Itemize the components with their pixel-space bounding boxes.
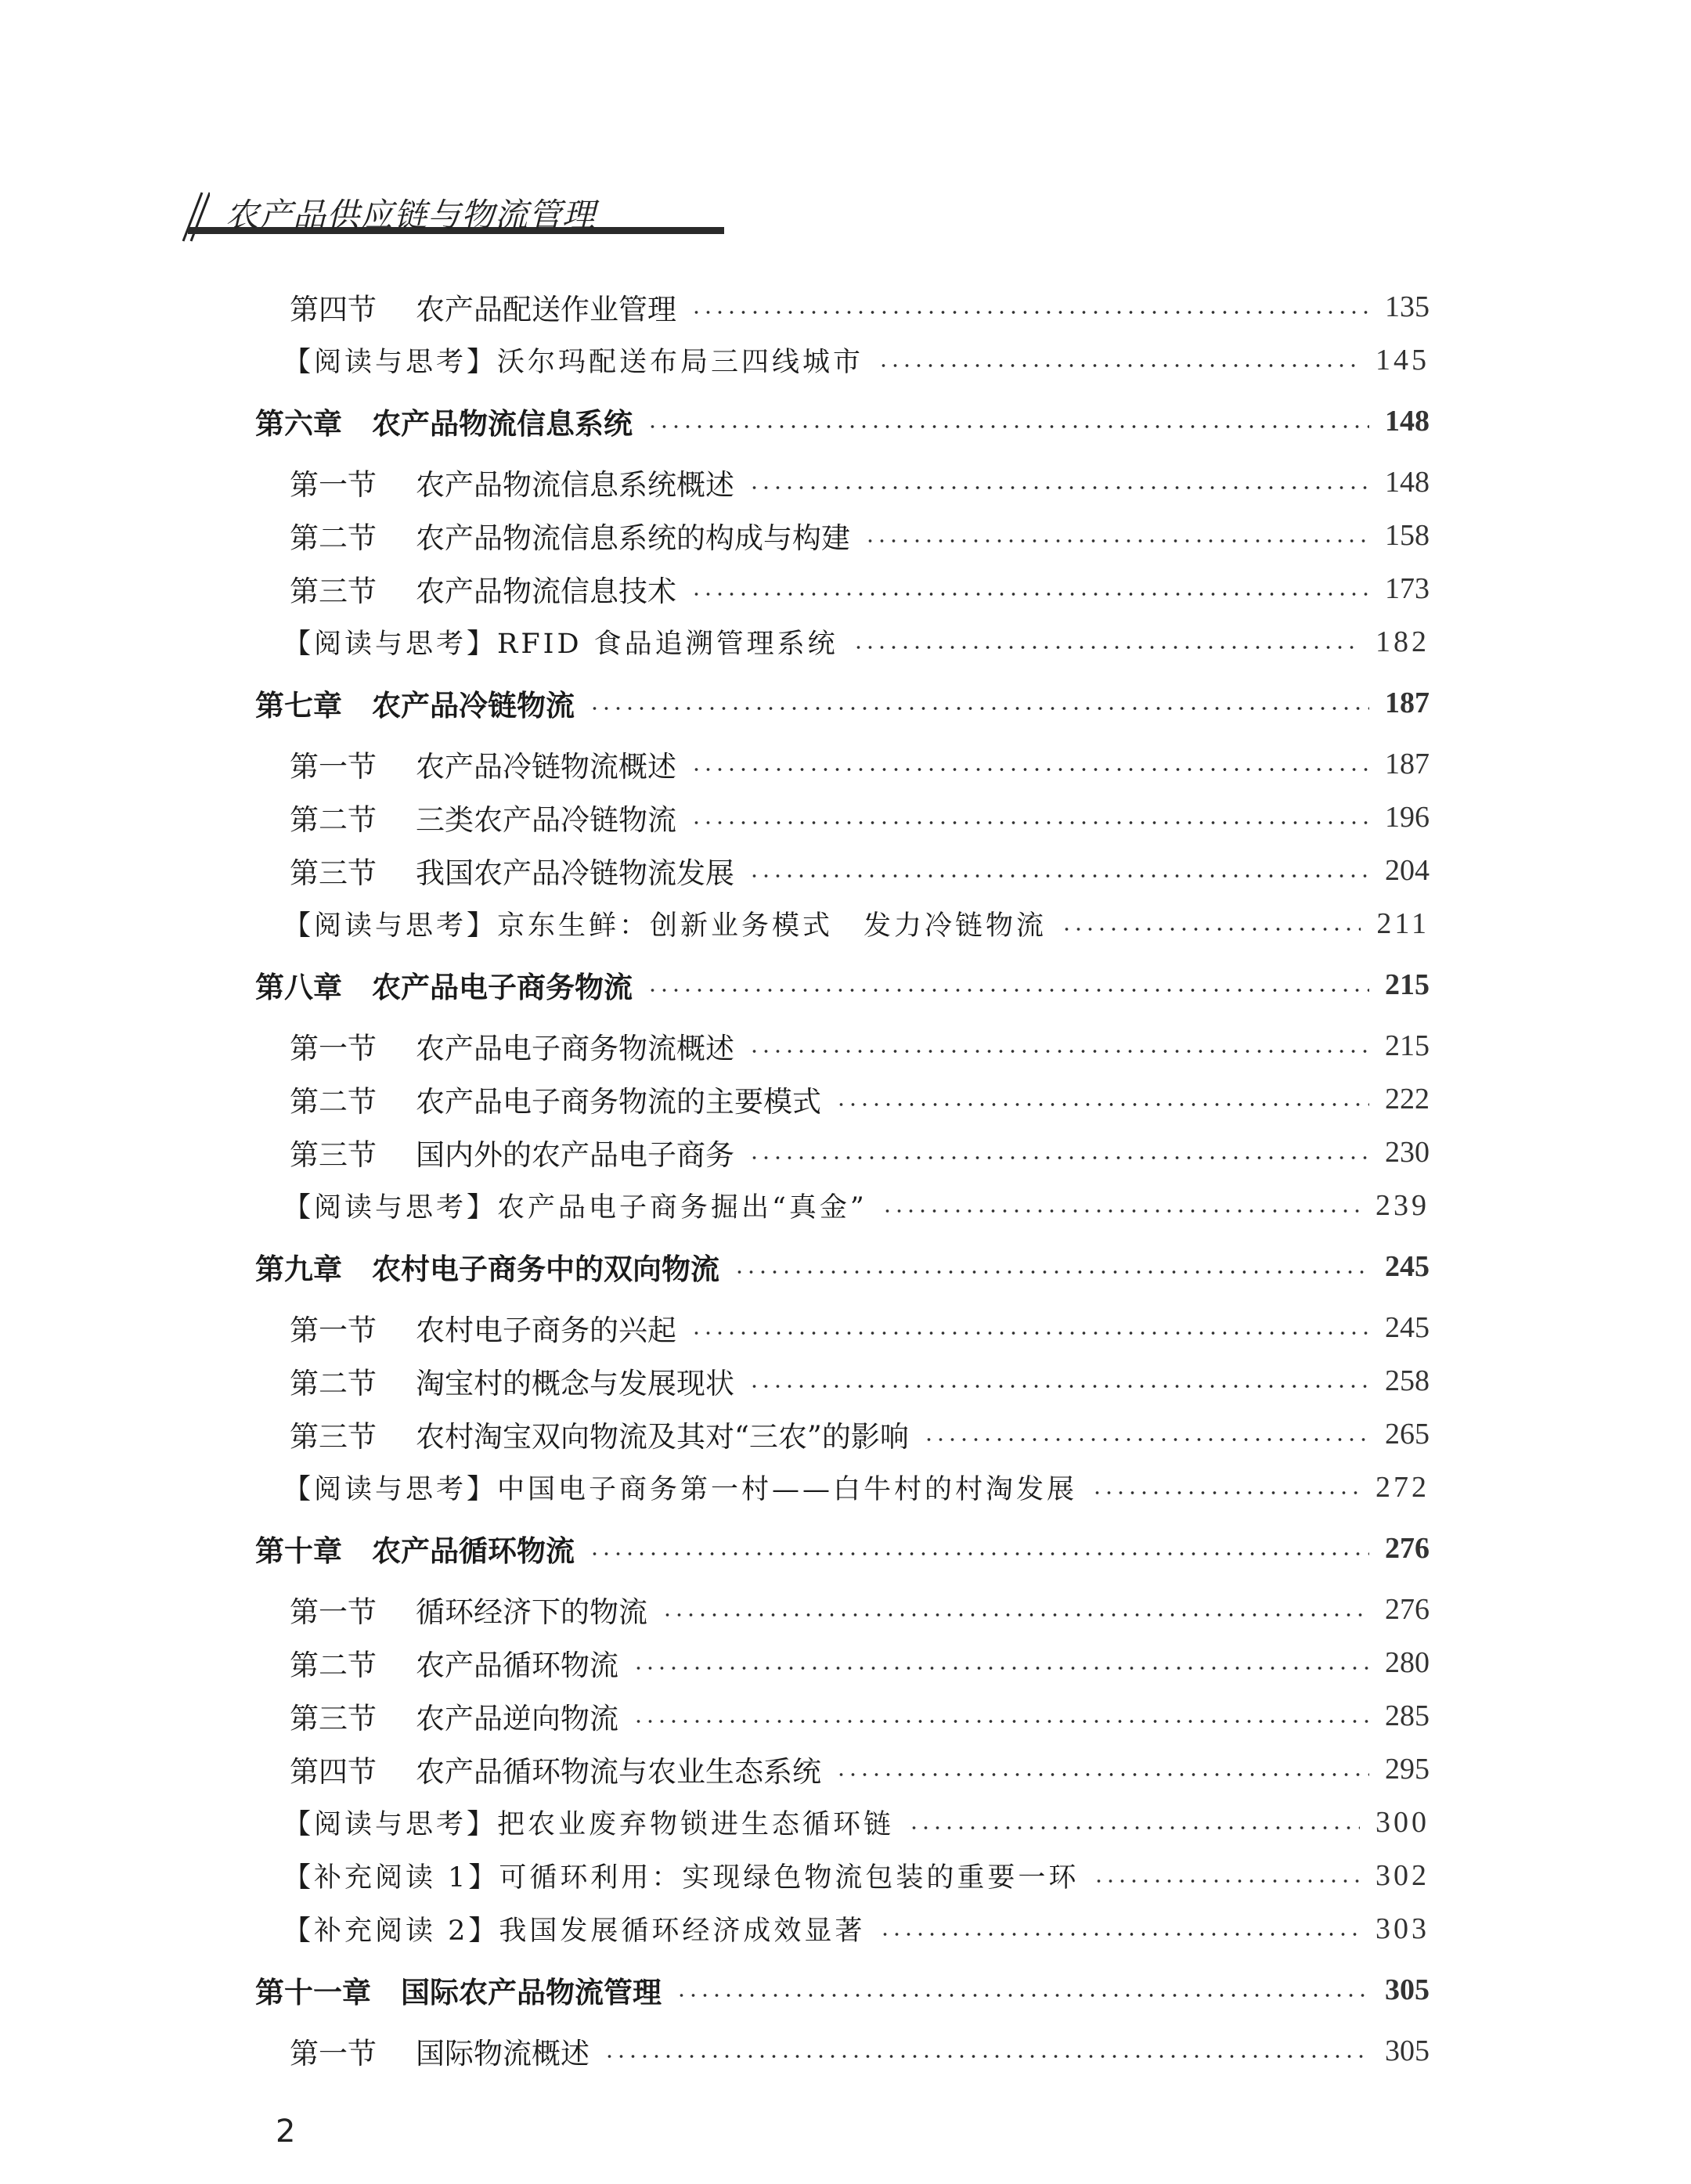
toc-section-entry[interactable] [290, 1411, 1430, 1458]
dot-leader [748, 486, 1369, 489]
page-number: 239 [1376, 1189, 1430, 1222]
section-number: 第一节 [290, 1032, 377, 1065]
toc-chapter-entry[interactable] [255, 1525, 1430, 1572]
page-number: 305 [1385, 2034, 1430, 2067]
toc-section-entry[interactable] [290, 1076, 1430, 1123]
section-number: 第二节 [290, 803, 377, 837]
page-folio: 2 [276, 2114, 296, 2150]
dot-leader [633, 1667, 1369, 1670]
dot-leader [734, 1270, 1369, 1274]
chapter-title: 国际农产品物流管理 [401, 1976, 662, 2009]
toc-section-entry[interactable] [290, 283, 1430, 330]
dot-leader [864, 539, 1369, 542]
toc-section-entry[interactable] [290, 459, 1430, 506]
toc-section-entry[interactable] [290, 1692, 1430, 1739]
dot-leader [1091, 1491, 1360, 1494]
dot-leader [604, 2055, 1369, 2058]
toc-chapter-entry[interactable] [255, 1966, 1430, 2013]
section-number: 第四节 [290, 293, 377, 326]
dot-leader [690, 1332, 1369, 1335]
toc-section-entry[interactable] [290, 1639, 1430, 1686]
dot-leader [908, 1826, 1360, 1829]
book-title: 农产品供应链与物流管理 [225, 196, 597, 234]
section-title: 农村电子商务的兴起 [416, 1314, 676, 1347]
toc-reading-entry[interactable] [283, 618, 1430, 665]
chapter-number: 第七章 [255, 689, 342, 723]
toc-reading-entry[interactable] [283, 1852, 1430, 1899]
dot-leader [748, 874, 1369, 878]
dot-leader [1093, 1879, 1360, 1883]
section-number: 第三节 [290, 1138, 377, 1172]
page-number: 135 [1385, 290, 1430, 323]
chapter-number: 第九章 [255, 1252, 342, 1286]
section-number: 第一节 [290, 750, 377, 784]
page-number: 280 [1385, 1646, 1430, 1679]
chapter-title: 农产品物流信息系统 [372, 407, 633, 441]
toc-reading-entry[interactable] [283, 337, 1430, 384]
page-number: 222 [1385, 1083, 1430, 1115]
dot-leader [647, 989, 1369, 992]
toc-chapter-entry[interactable] [255, 679, 1430, 726]
page-number: 305 [1385, 1973, 1430, 2006]
section-title: 农产品循环物流与农业生态系统 [416, 1755, 821, 1789]
toc-section-entry[interactable] [290, 1586, 1430, 1633]
page-number: 173 [1385, 572, 1430, 605]
section-title: 农产品电子商务物流概述 [416, 1032, 734, 1065]
section-title: 淘宝村的概念与发展现状 [416, 1367, 734, 1400]
toc-reading-entry[interactable] [283, 1464, 1430, 1511]
section-number: 第三节 [290, 1702, 377, 1735]
chapter-title: 农产品电子商务物流 [372, 971, 633, 1004]
section-number: 第二节 [290, 521, 377, 555]
section-title: 农产品冷链物流概述 [416, 750, 676, 784]
section-number: 第四节 [290, 1755, 377, 1789]
page-number: 148 [1385, 466, 1430, 499]
chapter-number: 第十一章 [255, 1976, 371, 2009]
page-number: 272 [1376, 1471, 1430, 1504]
section-number: 第一节 [290, 1314, 377, 1347]
section-title: 国内外的农产品电子商务 [416, 1138, 734, 1172]
page-number: 300 [1376, 1806, 1430, 1839]
dot-leader [589, 1552, 1369, 1555]
section-number: 第三节 [290, 575, 377, 608]
section-title: 农产品配送作业管理 [416, 293, 676, 326]
dot-leader [633, 1720, 1369, 1723]
reading-title: 【补充阅读 2】我国发展循环经济成效显著 [283, 1916, 866, 1947]
dot-leader [676, 1994, 1369, 1997]
dot-leader [835, 1773, 1369, 1776]
toc-reading-entry[interactable] [283, 1182, 1430, 1229]
section-title: 农产品电子商务物流的主要模式 [416, 1085, 821, 1119]
section-title: 农村淘宝双向物流及其对“三农”的影响 [416, 1420, 909, 1454]
page-number: 303 [1376, 1912, 1430, 1945]
reading-title: 【阅读与思考】农产品电子商务掘出“真金” [283, 1192, 867, 1224]
page-number: 148 [1385, 405, 1430, 438]
toc-section-entry[interactable] [290, 794, 1430, 841]
toc-section-entry[interactable] [290, 1129, 1430, 1176]
dot-leader [878, 364, 1360, 367]
page-number: 215 [1385, 1029, 1430, 1062]
page-number: 158 [1385, 519, 1430, 552]
page-number: 182 [1376, 625, 1430, 658]
reading-title: 【阅读与思考】RFID 食品追溯管理系统 [283, 629, 838, 660]
page-number: 245 [1385, 1250, 1430, 1283]
reading-title: 【补充阅读 1】可循环利用：实现绿色物流包装的重要一环 [283, 1862, 1080, 1894]
page-number: 265 [1385, 1418, 1430, 1451]
toc-section-entry[interactable] [290, 1022, 1430, 1069]
dot-leader [882, 1209, 1360, 1213]
reading-title: 【阅读与思考】沃尔玛配送布局三四线城市 [283, 347, 864, 378]
page-number: 230 [1385, 1136, 1430, 1169]
chapter-number: 第六章 [255, 407, 342, 441]
dot-leader [1061, 928, 1361, 931]
dot-leader [835, 1103, 1369, 1106]
section-title: 农产品物流信息系统的构成与构建 [416, 521, 850, 555]
toc-section-entry[interactable] [290, 2027, 1430, 2074]
toc-chapter-entry[interactable] [255, 961, 1430, 1008]
toc-reading-entry[interactable] [283, 1799, 1430, 1846]
chapter-title: 农产品冷链物流 [372, 689, 575, 723]
section-number: 第二节 [290, 1649, 377, 1682]
page-number: 302 [1376, 1859, 1430, 1892]
toc-chapter-entry[interactable] [255, 398, 1430, 445]
section-title: 农产品逆向物流 [416, 1702, 618, 1735]
toc-section-entry[interactable] [290, 1746, 1430, 1793]
section-title: 循环经济下的物流 [416, 1595, 647, 1629]
page-number: 295 [1385, 1753, 1430, 1786]
toc-section-entry[interactable] [290, 1357, 1430, 1404]
reading-title: 【阅读与思考】中国电子商务第一村——白牛村的村淘发展 [283, 1474, 1078, 1505]
dot-leader [690, 768, 1369, 771]
section-title: 农产品循环物流 [416, 1649, 618, 1682]
section-title: 我国农产品冷链物流发展 [416, 856, 734, 890]
page-number: 145 [1376, 344, 1430, 377]
section-title: 农产品物流信息技术 [416, 575, 676, 608]
page-number: 258 [1385, 1364, 1430, 1397]
chapter-number: 第八章 [255, 971, 342, 1004]
dot-leader [690, 821, 1369, 824]
section-number: 第二节 [290, 1085, 377, 1119]
page-number: 211 [1376, 907, 1430, 940]
dot-leader [662, 1613, 1369, 1616]
section-number: 第一节 [290, 1595, 377, 1629]
page-number: 196 [1385, 801, 1430, 834]
section-title: 农产品物流信息系统概述 [416, 468, 734, 502]
dot-leader [923, 1438, 1369, 1441]
dot-leader [748, 1050, 1369, 1053]
toc-chapter-entry[interactable] [255, 1243, 1430, 1290]
dot-leader [690, 311, 1369, 314]
page-number: 187 [1385, 687, 1430, 719]
section-number: 第三节 [290, 1420, 377, 1454]
dot-leader [589, 707, 1369, 710]
page-number: 187 [1385, 748, 1430, 780]
toc-section-entry[interactable] [290, 741, 1430, 787]
page-number: 285 [1385, 1699, 1430, 1732]
toc-section-entry[interactable] [290, 847, 1430, 894]
section-title: 三类农产品冷链物流 [416, 803, 676, 837]
page-number: 276 [1385, 1593, 1430, 1626]
reading-title: 【阅读与思考】把农业废弃物锁进生态循环链 [283, 1809, 895, 1840]
section-number: 第三节 [290, 856, 377, 890]
chapter-number: 第十章 [255, 1534, 342, 1568]
page-number: 204 [1385, 854, 1430, 887]
dot-leader [879, 1933, 1360, 1936]
page-number: 215 [1385, 968, 1430, 1001]
section-title: 国际物流概述 [416, 2037, 590, 2070]
dot-leader [853, 646, 1360, 649]
toc-section-entry[interactable] [290, 1304, 1430, 1351]
toc-section-entry[interactable] [290, 565, 1430, 612]
chapter-title: 农产品循环物流 [372, 1534, 575, 1568]
toc-reading-entry[interactable] [283, 1905, 1430, 1952]
toc-section-entry[interactable] [290, 512, 1430, 559]
section-number: 第一节 [290, 2037, 377, 2070]
section-number: 第一节 [290, 468, 377, 502]
page-number: 245 [1385, 1311, 1430, 1344]
chapter-title: 农村电子商务中的双向物流 [372, 1252, 719, 1286]
dot-leader [748, 1156, 1369, 1159]
section-number: 第二节 [290, 1367, 377, 1400]
dot-leader [647, 425, 1369, 428]
page-number: 276 [1385, 1532, 1430, 1565]
dot-leader [690, 593, 1369, 596]
reading-title: 【阅读与思考】京东生鲜：创新业务模式 发力冷链物流 [283, 910, 1047, 942]
dot-leader [748, 1385, 1369, 1388]
toc-reading-entry[interactable] [283, 900, 1430, 947]
